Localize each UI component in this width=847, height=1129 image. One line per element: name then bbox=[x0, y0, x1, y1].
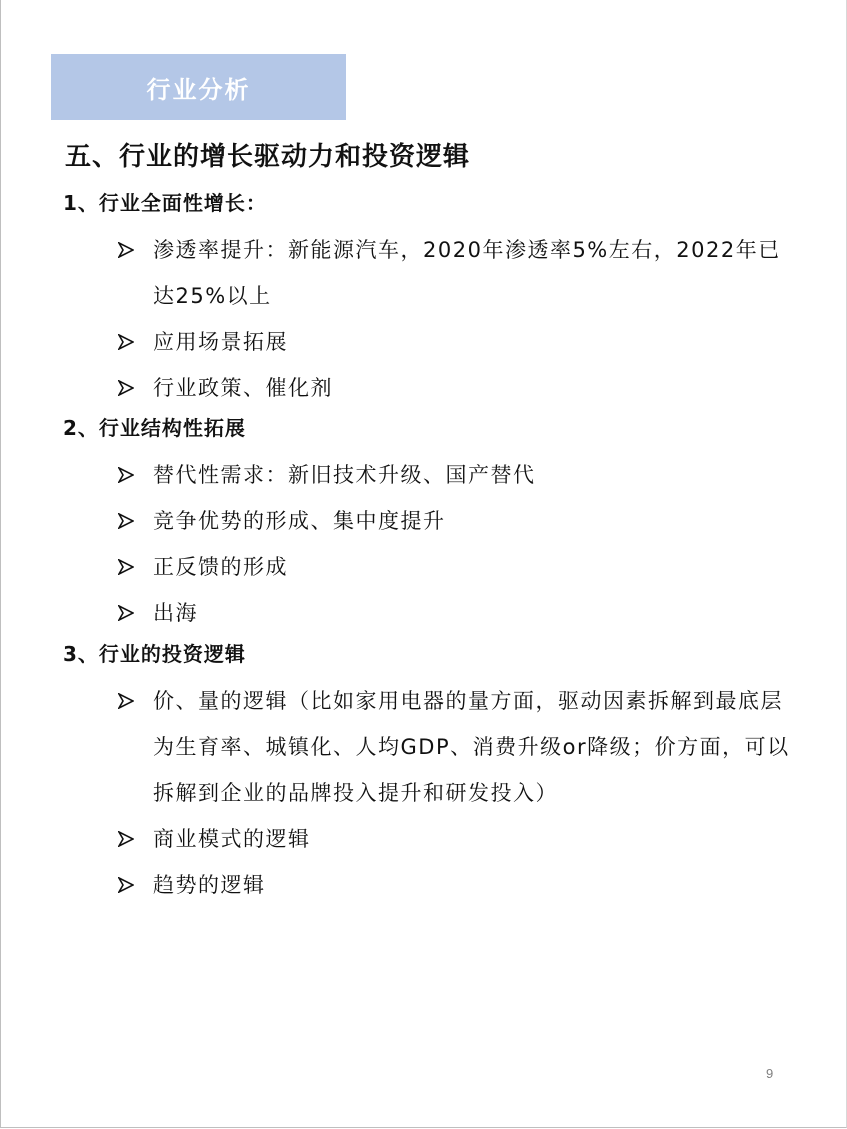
list-item-text: 价、量的逻辑（比如家用电器的量方面，驱动因素拆解到最底层为生育率、城镇化、人均GDP、消费升级or降级；价方面，可以拆解到企业的品牌投入提升和研发投入） bbox=[153, 689, 790, 805]
list-item bbox=[63, 319, 803, 365]
list-item bbox=[63, 452, 803, 498]
document-title: 五、行业的增长驱动力和投资逻辑 bbox=[65, 142, 471, 172]
list-item bbox=[63, 365, 803, 411]
section-3 bbox=[63, 639, 803, 908]
arrowhead-bullet-icon bbox=[118, 678, 138, 724]
list-item-text: 商业模式的逻辑 bbox=[153, 827, 311, 851]
header-banner bbox=[51, 54, 346, 120]
list-item bbox=[63, 227, 803, 319]
arrowhead-bullet-icon bbox=[118, 590, 138, 636]
arrowhead-bullet-icon bbox=[118, 544, 138, 590]
bullet-list bbox=[63, 678, 803, 908]
page-number: 9 bbox=[766, 1066, 774, 1081]
section-heading: 3、行业的投资逻辑 bbox=[63, 642, 246, 666]
list-item-text: 竞争优势的形成、集中度提升 bbox=[153, 509, 446, 533]
bullet-list bbox=[63, 452, 803, 636]
list-item bbox=[63, 862, 803, 908]
section-2 bbox=[63, 413, 803, 636]
list-item bbox=[63, 590, 803, 636]
list-item bbox=[63, 816, 803, 862]
list-item-text: 行业政策、催化剂 bbox=[153, 376, 333, 400]
list-item bbox=[63, 498, 803, 544]
arrowhead-bullet-icon bbox=[118, 365, 138, 411]
arrowhead-bullet-icon bbox=[118, 227, 138, 273]
list-item bbox=[63, 544, 803, 590]
arrowhead-bullet-icon bbox=[118, 452, 138, 498]
list-item-text: 正反馈的形成 bbox=[153, 555, 288, 579]
arrowhead-bullet-icon bbox=[118, 816, 138, 862]
arrowhead-bullet-icon bbox=[118, 498, 138, 544]
list-item bbox=[63, 678, 803, 816]
section-1 bbox=[63, 188, 803, 411]
header-label: 行业分析 bbox=[146, 75, 251, 104]
arrowhead-bullet-icon bbox=[118, 862, 138, 908]
bullet-list bbox=[63, 227, 803, 411]
list-item-text: 出海 bbox=[153, 601, 198, 625]
section-heading: 2、行业结构性拓展 bbox=[63, 416, 246, 440]
list-item-text: 应用场景拓展 bbox=[153, 330, 288, 354]
list-item-text: 趋势的逻辑 bbox=[153, 873, 266, 897]
list-item-text: 渗透率提升：新能源汽车，2020年渗透率5%左右，2022年已达25%以上 bbox=[153, 238, 781, 308]
list-item-text: 替代性需求：新旧技术升级、国产替代 bbox=[153, 463, 536, 487]
section-heading: 1、行业全面性增长： bbox=[63, 191, 267, 215]
arrowhead-bullet-icon bbox=[118, 319, 138, 365]
